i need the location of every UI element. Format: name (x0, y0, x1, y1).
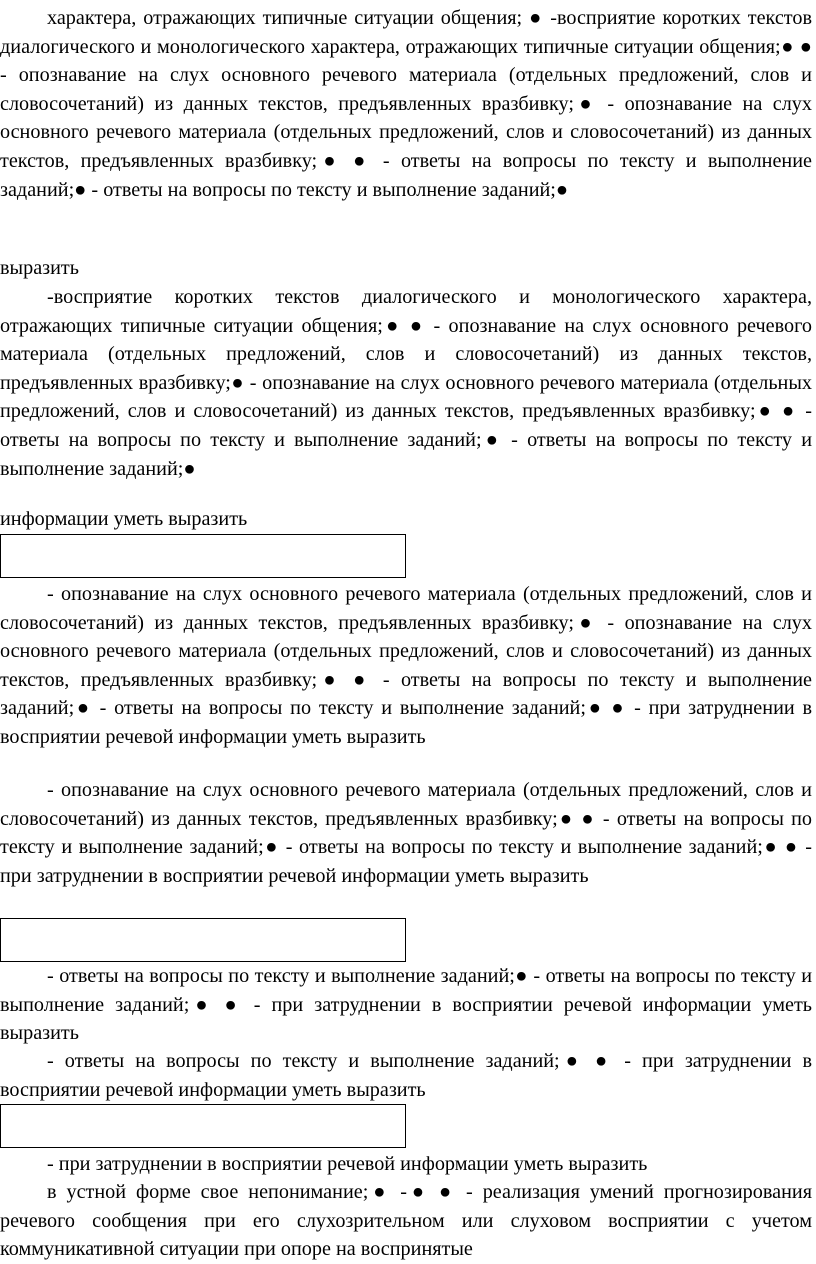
paragraph-1: характера, отражающих типичные ситуации общения; ● -восприятие коротких текстов диалогического и монологического характера, отражающих типичные ситуации общения;● ● - опознавание на слух основного речевого материала (отдельных предложений, слов и словосочетаний) из данных текстов, предъявленных вразбивку;● - опознавание на слух основного речевого материала (отдельных предложений, слов и словосочетаний) из данных текстов, предъявленных вразбивку;● ● - ответы на вопросы по тексту и выполнение заданий;● - ответы на вопросы по тексту и выполнение заданий;● (0, 7, 812, 201)
blank-input-box-2 (0, 918, 406, 962)
paragraph-3: -восприятие коротких текстов диалогического и монологического характера, отражающих типичные ситуации общения;● ● - опознавание на слух основного речевого материала (отдельных предложений, слов и словосочетаний) из данных текстов, предъявленных вразбивку;● - опознавание на слух основного речевого материала (отдельных предложений, слов и словосочетаний) из данных текстов, предъявленных вразбивку;● ● - ответы на вопросы по тексту и выполнение заданий;● - ответы на вопросы по тексту и выполнение заданий;● (0, 286, 812, 480)
blank-input-box-1 (0, 534, 406, 578)
paragraph-6: - опознавание на слух основного речевого материала (отдельных предложений, слов и словосочетаний) из данных текстов, предъявленных вразбивку;● ● - ответы на вопросы по тексту и выполнение заданий;● - ответы на вопросы по тексту и выполнение заданий;● ● - при затруднении в восприятии речевой информации уметь выразить (0, 779, 812, 887)
blank-input-box-3 (0, 1104, 406, 1148)
paragraph-9: - при затруднении в восприятии речевой информации уметь выразить (47, 1153, 648, 1175)
paragraph-10: в устной форме свое непонимание;● -● ● - реализация умений прогнозирования речевого сообщения при его слухозрительном или слуховом восприятии с учетом коммуникативной ситуации при опоре на воспринятые (0, 1181, 812, 1261)
paragraph-8: - ответы на вопросы по тексту и выполнение заданий;● ● - при затруднении в восприятии речевой информации уметь выразить (0, 1050, 812, 1101)
paragraph-4: информации уметь выразить (0, 508, 248, 530)
paragraph-2: выразить (0, 257, 79, 279)
paragraph-5: - опознавание на слух основного речевого материала (отдельных предложений, слов и словосочетаний) из данных текстов, предъявленных вразбивку;● - опознавание на слух основного речевого материала (отдельных предложений, слов и словосочетаний) из данных текстов, предъявленных вразбивку;● ● - ответы на вопросы по тексту и выполнение заданий;● - ответы на вопросы по тексту и выполнение заданий;● ● - при затруднении в восприятии речевой информации уметь выразить (0, 583, 812, 748)
paragraph-7: - ответы на вопросы по тексту и выполнение заданий;● - ответы на вопросы по тексту и выполнение заданий;● ● - при затруднении в восприятии речевой информации уметь выразить (0, 965, 812, 1045)
